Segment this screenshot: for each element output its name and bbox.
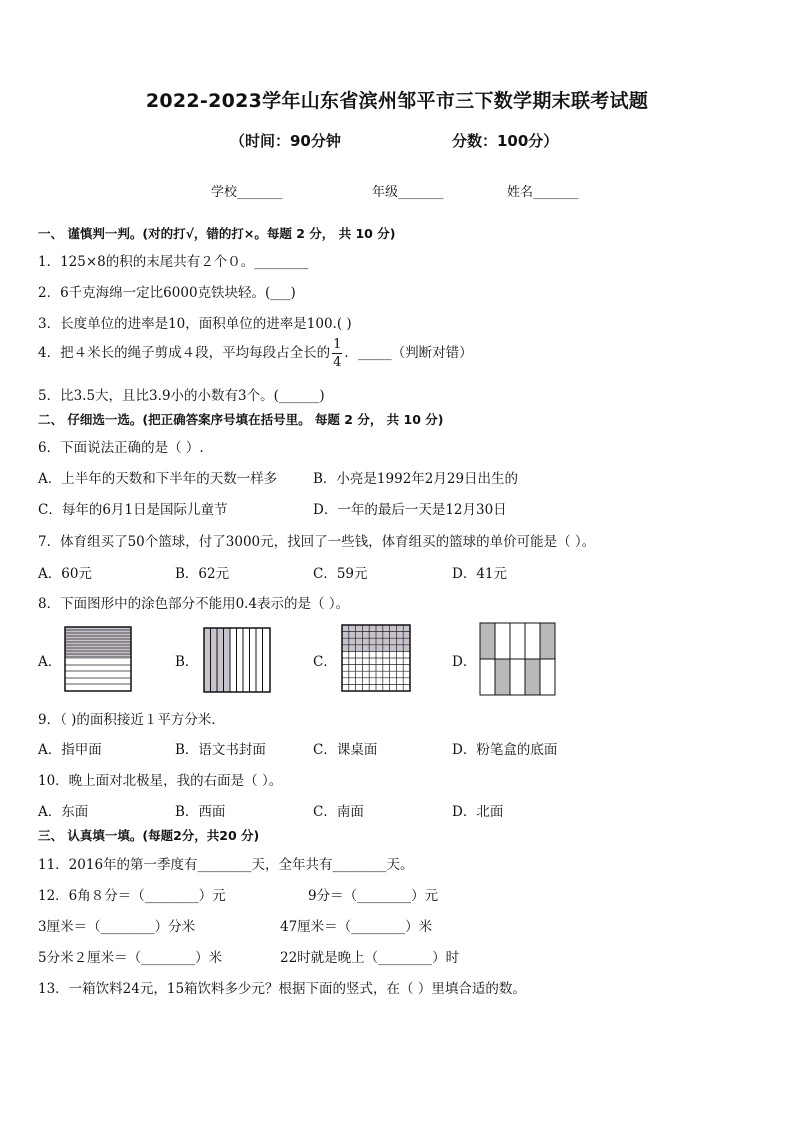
question-2: 2．6千克海绵一定比6000克铁块轻。(___): [38, 285, 296, 301]
figure-d-cell: [540, 623, 555, 659]
question-10: 10．晚上面对北极星，我的右面是（ ）。: [38, 773, 283, 789]
question-7-option-d: D．41元: [452, 566, 508, 582]
question-12-part-a: 12．6角８分＝（________）元: [38, 888, 226, 904]
question-6: 6．下面说法正确的是（ ）.: [38, 440, 204, 456]
section-2-heading: 二、 仔细选一选。(把正确答案序号填在括号里。 每题 2 分， 共 10 分): [38, 412, 444, 427]
figure-d-cell: [480, 623, 495, 659]
question-4-text: 4．把４米长的绳子剪成４段，平均每段占全长的: [38, 345, 331, 361]
figure-d-cells: [480, 623, 555, 695]
question-12-part-f: 22时就是晚上（________）时: [280, 950, 460, 966]
question-9-option-c: C．课桌面: [313, 742, 378, 758]
figure-c-grid-square: [341, 624, 411, 692]
question-8: 8．下面图形中的涂色部分不能用0.4表示的是（ ）。: [38, 596, 350, 612]
question-1: 1．125×8的积的末尾共有２个０。________: [38, 254, 309, 270]
question-8-option-a: A．: [38, 654, 62, 670]
question-4-tail: ．_____（判断对错）: [344, 345, 473, 361]
section-1-heading: 一、 谨慎判一判。(对的打√，错的打×。每题 2 分， 共 10 分): [38, 226, 396, 241]
figure-d-box-grid: [479, 622, 557, 696]
question-10-option-d: D．北面: [452, 804, 504, 820]
fraction-one-quarter: [332, 338, 342, 369]
school-field: 学校_______: [211, 185, 283, 200]
question-7-option-a: A．60元: [38, 566, 92, 582]
question-6-option-b: B．小亮是1992年2月29日出生的: [313, 471, 519, 487]
question-9-option-b: B．语文书封面: [175, 742, 266, 758]
question-9-option-a: A．指甲面: [38, 742, 102, 758]
question-6-option-c: C．每年的6月1日是国际儿童节: [38, 502, 228, 518]
question-12-part-b: 9分＝（________）元: [308, 888, 439, 904]
figure-d-cell: [510, 659, 525, 695]
grade-field: 年级_______: [372, 185, 444, 200]
question-7-option-b: B．62元: [175, 566, 230, 582]
question-8-option-d: D．: [452, 654, 477, 670]
question-6-option-a: A．上半年的天数和下半年的天数一样多: [38, 471, 278, 487]
question-9-option-d: D．粉笔盒的底面: [452, 742, 558, 758]
figure-d-cell: [510, 623, 525, 659]
question-10-option-a: A．东面: [38, 804, 89, 820]
question-3: 3．长度单位的进率是10，面积单位的进率是100.( ): [38, 316, 352, 332]
question-12-part-e: 5分米２厘米＝（________）米: [38, 950, 223, 966]
question-5: 5．比3.5大，且比3.9小的小数有3个。(______): [38, 388, 325, 404]
fraction-numerator: 1: [333, 337, 342, 352]
question-9: 9．（ )的面积接近１平方分米．: [38, 712, 225, 728]
question-8-option-c: C．: [313, 654, 337, 670]
figure-d-cell: [495, 623, 510, 659]
name-field: 姓名_______: [507, 185, 579, 200]
fraction-denominator: 4: [333, 355, 342, 370]
question-7: 7．体育组买了50个篮球，付了3000元，找回了一些钱，体育组买的篮球的单价可能是（ ）。: [38, 534, 596, 550]
question-10-option-c: C．南面: [313, 804, 364, 820]
exam-time: （时间：90分钟: [230, 132, 341, 150]
question-12-part-d: 47厘米＝（________）米: [280, 919, 433, 935]
figure-d-cell: [480, 659, 495, 695]
question-10-option-b: B．西面: [175, 804, 226, 820]
question-7-option-c: C．59元: [313, 566, 368, 582]
question-11: 11．2016年的第一季度有________天，全年共有________天。: [38, 857, 414, 873]
section-3-heading: 三、 认真填一填。(每题2分，共20 分): [38, 828, 260, 843]
question-6-option-d: D．一年的最后一天是12月30日: [313, 502, 507, 518]
page-title: 2022-2023学年山东省滨州邹平市三下数学期末联考试题: [145, 90, 649, 112]
figure-d-cell: [525, 623, 540, 659]
figure-d-cell: [540, 659, 555, 695]
figure-d-cell: [525, 659, 540, 695]
exam-score: 分数：100分）: [452, 132, 559, 150]
figure-b-column-square: [203, 627, 271, 693]
figure-d-cell: [495, 659, 510, 695]
question-8-option-b: B．: [175, 654, 199, 670]
figure-a-striped-square: [64, 626, 132, 692]
question-13: 13．一箱饮料24元，15箱饮料多少元？根据下面的竖式，在（ ）里填合适的数。: [38, 981, 526, 997]
question-12-part-c: 3厘米＝（________）分米: [38, 919, 196, 935]
question-4: [38, 338, 473, 369]
